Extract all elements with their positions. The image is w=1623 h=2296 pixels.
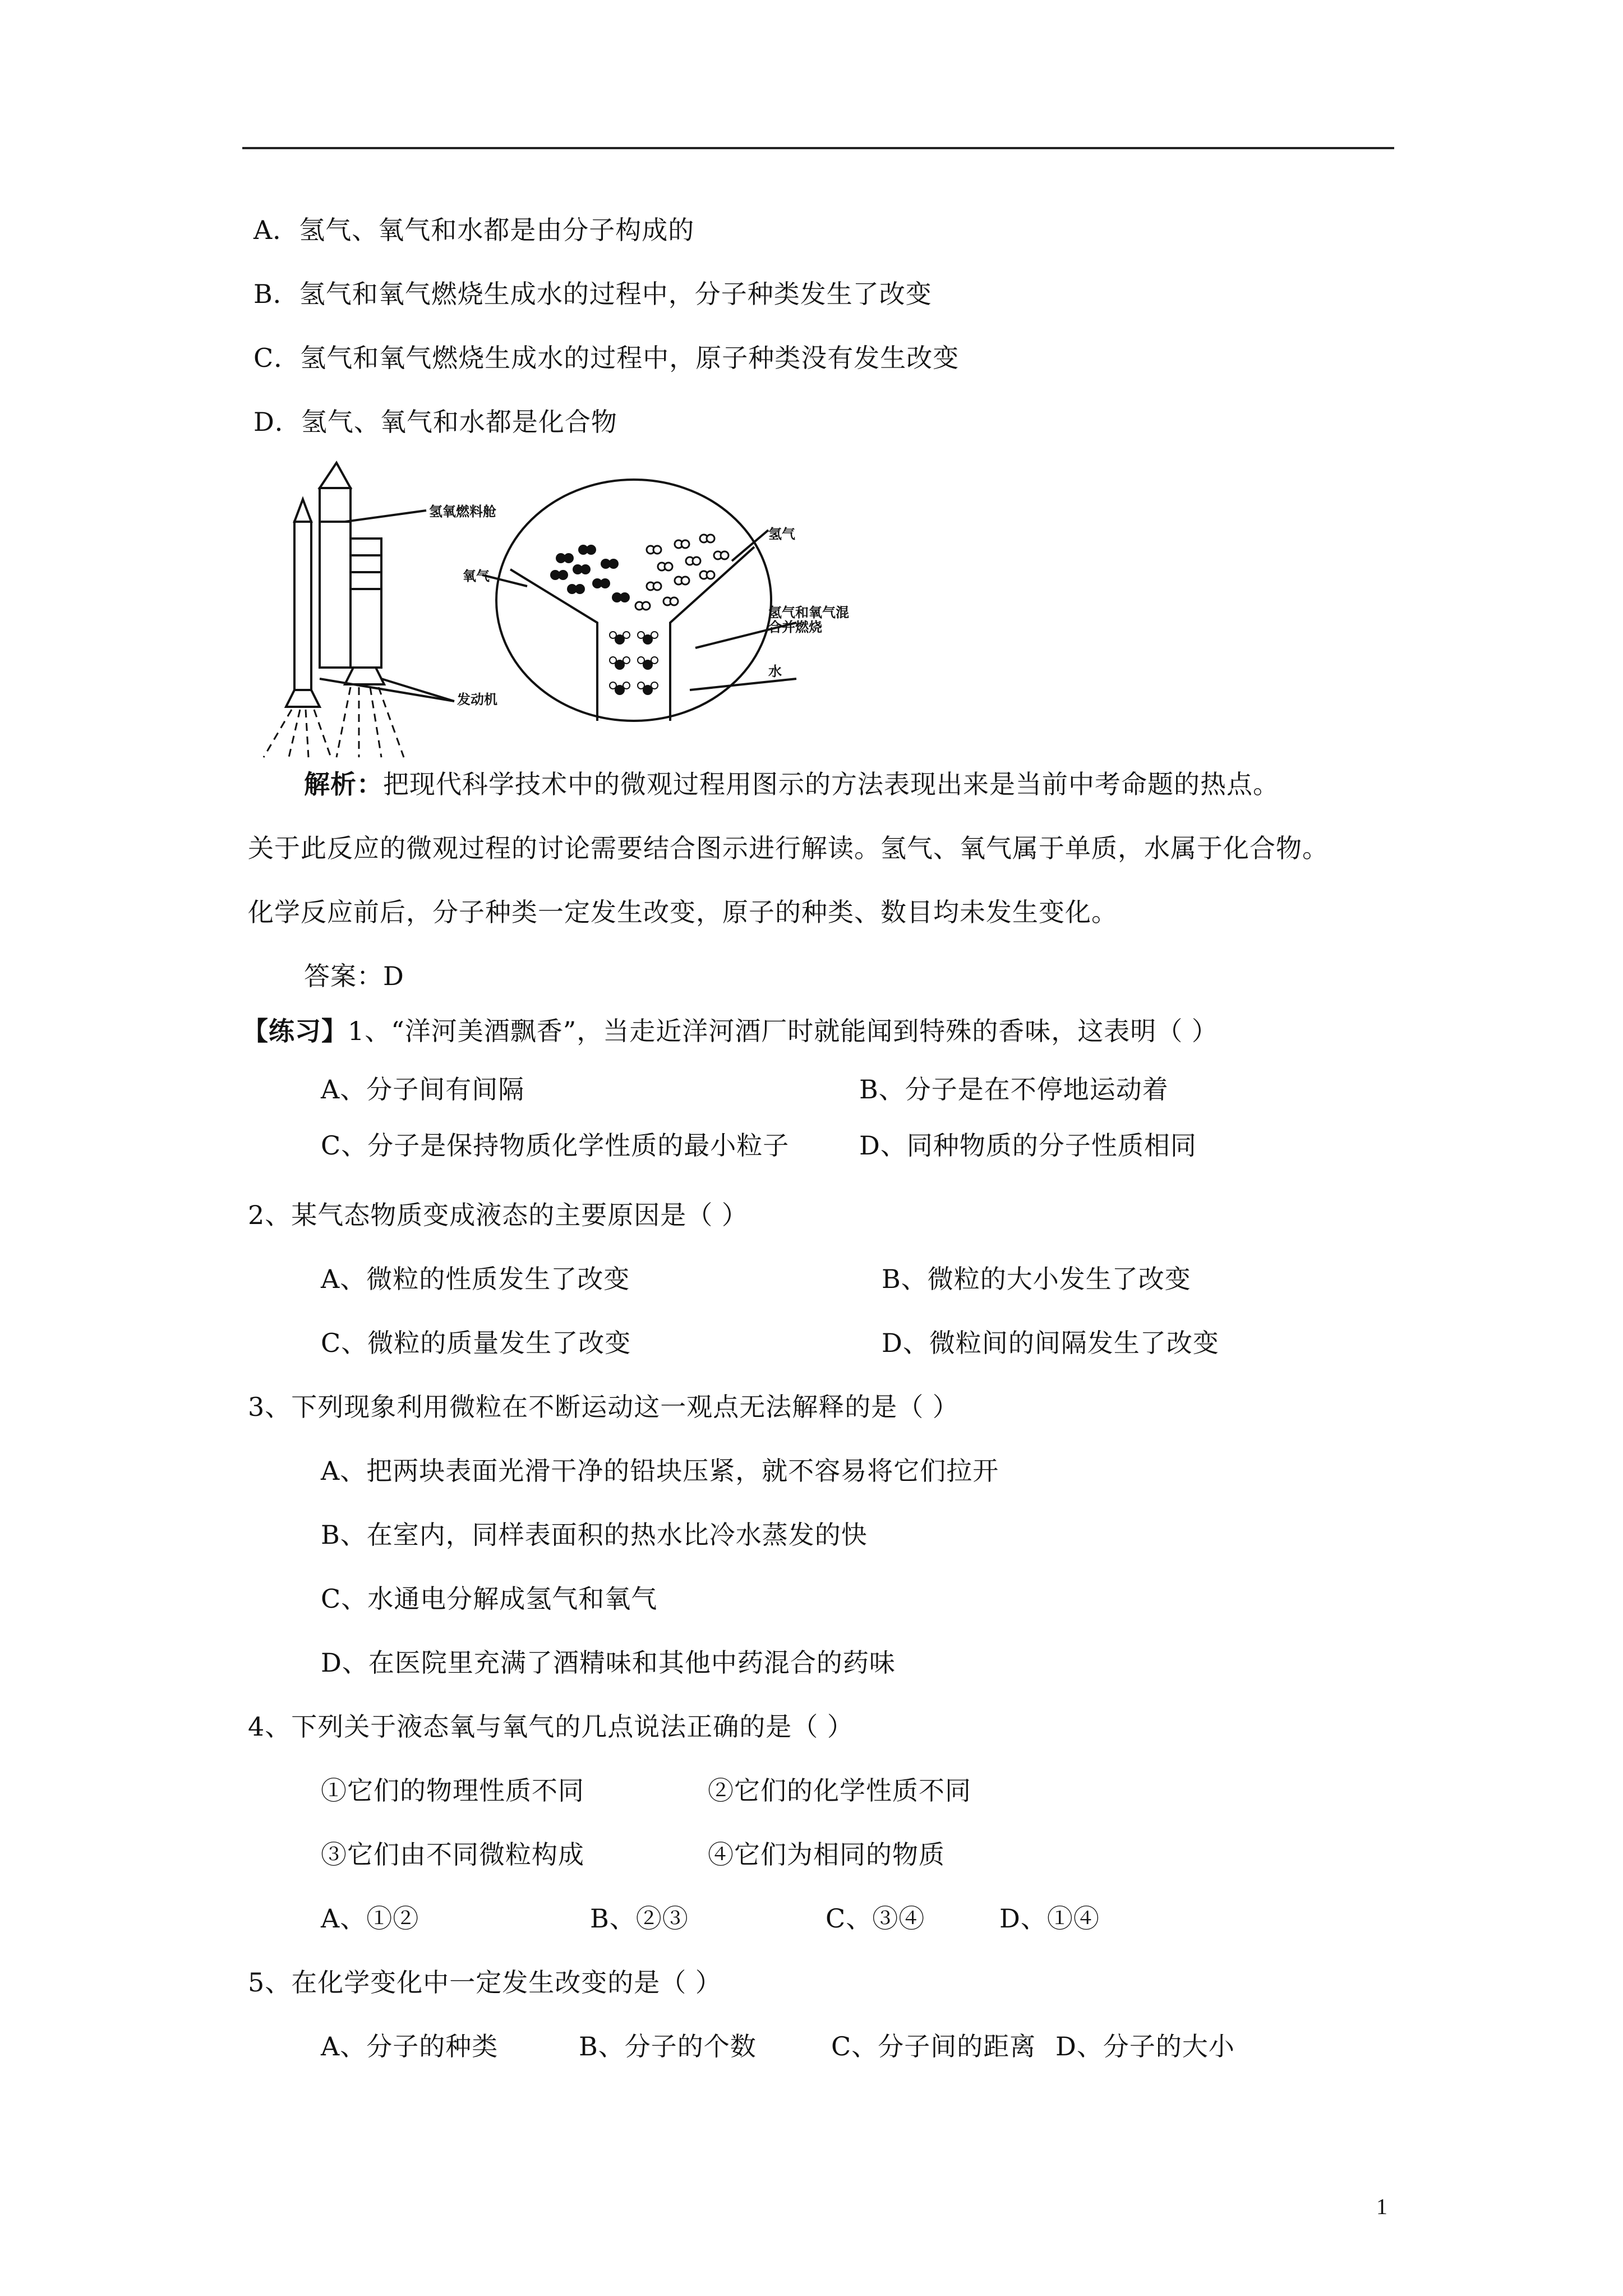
analysis-line-2: 关于此反应的微观过程的讨论需要结合图示进行解读。氢气、氧气属于单质，水属于化合物。: [248, 833, 1329, 863]
page-number: 1: [1376, 2194, 1387, 2219]
rocket-reaction-figure: [247, 454, 849, 757]
q3-option-c: C、水通电分解成氢气和氧气: [321, 1584, 658, 1614]
q4-statement-1: ①它们的物理性质不同: [321, 1775, 584, 1806]
water-molecules: [610, 632, 658, 695]
option-a: A．氢气、氧气和水都是由分子构成的: [253, 215, 695, 245]
q4-option-b: B、②③: [590, 1903, 689, 1934]
oxygen-molecules: [550, 545, 630, 602]
rocket-drawing: [264, 463, 796, 757]
q1-text: 1、“洋河美酒飘香”，当走近洋河酒厂时就能闻到特殊的香味，这表明（ ）: [348, 1016, 1218, 1046]
q2-option-b: B、微粒的大小发生了改变: [882, 1264, 1191, 1294]
q5-option-c: C、分子间的距离: [831, 2031, 1036, 2062]
label-mix-1: 氢气和氧气混: [768, 605, 849, 620]
q4-option-a: A、①②: [321, 1903, 419, 1934]
exercise-q2: 2、某气态物质变成液态的主要原因是（ ）: [248, 1200, 748, 1230]
analysis-label: 解析：: [304, 769, 383, 799]
q3-option-b: B、在室内，同样表面积的热水比冷水蒸发的快: [321, 1520, 868, 1550]
exercise-q4: 4、下列关于液态氧与氧气的几点说法正确的是（ ）: [248, 1711, 854, 1742]
header-rule: [242, 147, 1394, 149]
q1-option-c: C、分子是保持物质化学性质的最小粒子: [321, 1130, 790, 1161]
analysis-text-1: 把现代科学技术中的微观过程用图示的方法表现出来是当前中考命题的热点。: [383, 769, 1279, 799]
q4-statement-3: ③它们由不同微粒构成: [321, 1839, 584, 1870]
label-mix-2: 合并燃烧: [768, 619, 822, 635]
label-water: 水: [768, 664, 782, 679]
q3-option-a: A、把两块表面光滑干净的铅块压紧，就不容易将它们拉开: [321, 1456, 999, 1486]
q2-option-c: C、微粒的质量发生了改变: [321, 1328, 631, 1358]
q1-option-b: B、分子是在不停地运动着: [859, 1074, 1169, 1105]
q4-statement-2: ②它们的化学性质不同: [708, 1775, 971, 1806]
q1-option-d: D、同种物质的分子性质相同: [859, 1130, 1197, 1161]
label-engine: 发动机: [457, 692, 497, 707]
option-c: C．氢气和氧气燃烧生成水的过程中，原子种类没有发生改变: [253, 343, 960, 373]
q2-option-d: D、微粒间的间隔发生了改变: [882, 1328, 1219, 1358]
option-b: B．氢气和氧气燃烧生成水的过程中，分子种类发生了改变: [253, 279, 932, 309]
q4-statement-4: ④它们为相同的物质: [708, 1839, 945, 1870]
option-d: D．氢气、氧气和水都是化合物: [253, 407, 617, 437]
exercise-q5: 5、在化学变化中一定发生改变的是（ ）: [248, 1967, 722, 1998]
q3-option-d: D、在医院里充满了酒精味和其他中药混合的药味: [321, 1648, 896, 1678]
q5-option-a: A、分子的种类: [321, 2031, 499, 2062]
q5-option-b: B、分子的个数: [579, 2031, 757, 2062]
q2-option-a: A、微粒的性质发生了改变: [321, 1264, 630, 1294]
hydrogen-molecules: [635, 535, 728, 610]
q5-option-d: D、分子的大小: [1055, 2031, 1235, 2062]
exercise-q1: [242, 1014, 1218, 1048]
exercise-q3: 3、下列现象利用微粒在不断运动这一观点无法解释的是（ ）: [248, 1392, 959, 1422]
exercise-tag: 【练习】: [242, 1016, 348, 1046]
answer: 答案：D: [304, 961, 404, 991]
label-fuel-tank: 氢氧燃料舱: [429, 504, 496, 519]
q1-option-a: A、分子间有间隔: [321, 1074, 525, 1105]
label-oxygen: 氧气: [463, 568, 490, 584]
analysis-line-3: 化学反应前后，分子种类一定发生改变，原子的种类、数目均未发生变化。: [248, 897, 1118, 927]
label-hydrogen: 氢气: [768, 526, 795, 542]
q4-option-c: C、③④: [826, 1903, 925, 1934]
analysis-line-1: [304, 767, 1279, 801]
q4-option-d: D、①④: [999, 1903, 1100, 1934]
